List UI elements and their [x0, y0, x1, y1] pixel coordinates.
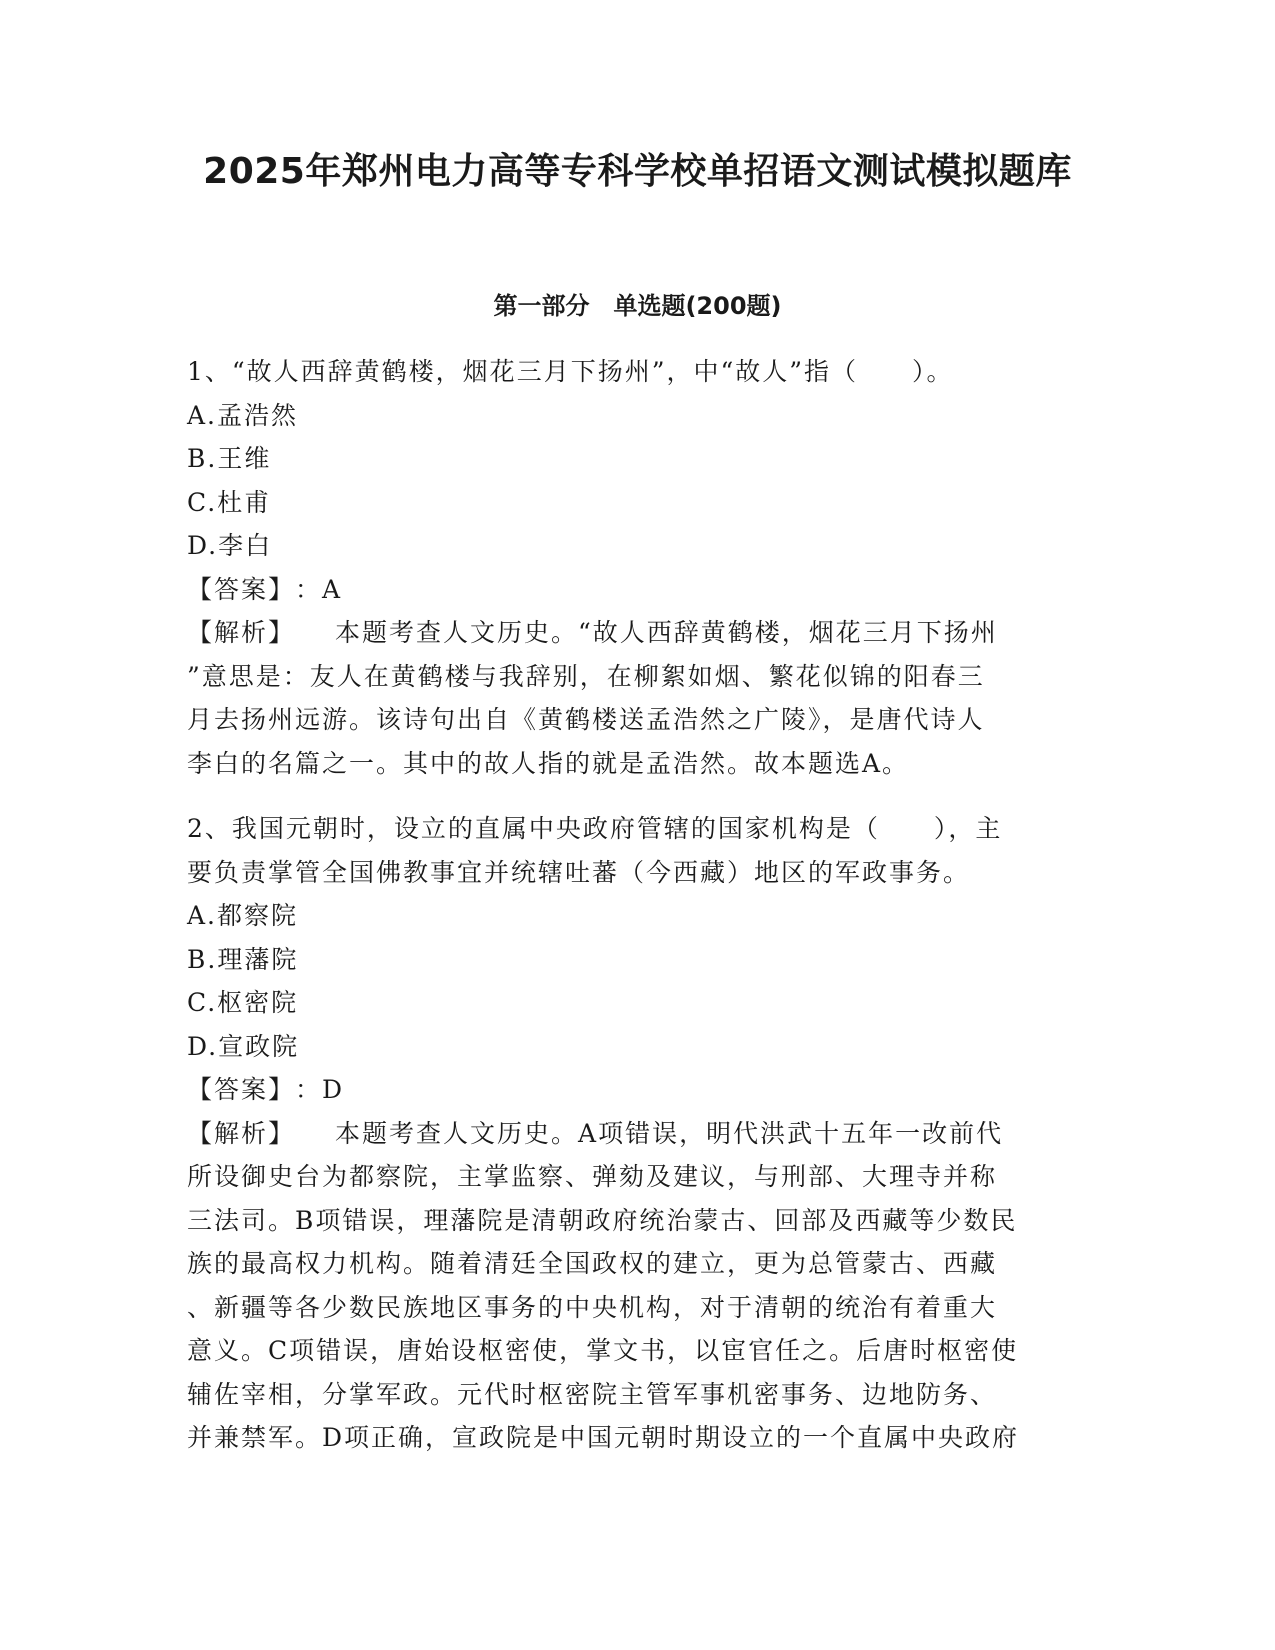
analysis-text: 并兼禁军。D项正确，宣政院是中国元朝时期设立的一个直属中央政府	[187, 1423, 1020, 1452]
question-stem-line: 要负责掌管全国佛教事宜并统辖吐蕃（今西藏）地区的军政事务。	[187, 857, 971, 887]
option-d: D.李白	[187, 531, 273, 560]
option-a: A.孟浩然	[187, 400, 299, 430]
answer-value: ：D	[295, 1075, 345, 1104]
answer-label: 【答案】	[187, 574, 296, 604]
analysis-label: 【解析】	[187, 618, 296, 647]
analysis-label: 【解析】	[187, 1118, 296, 1148]
document-title: 2025年郑州电力高等专科学校单招语文测试模拟题库	[203, 151, 1072, 192]
option-d: D.宣政院	[187, 1031, 300, 1061]
analysis-text: 月去扬州远游。该诗句出自《黄鹤楼送孟浩然之广陵》，是唐代诗人	[187, 705, 985, 734]
analysis-text: 本题考查人文历史。“故人西辞黄鹤楼，烟花三月下扬州	[335, 618, 998, 647]
answer-label: 【答案】	[187, 1075, 296, 1104]
question-1	[187, 350, 1087, 785]
option-b: B.王维	[187, 444, 272, 473]
answer-line	[187, 568, 1087, 612]
analysis-text: ”意思是：友人在黄鹤楼与我辞别，在柳絮如烟、繁花似锦的阳春三	[187, 661, 985, 691]
analysis-text: 辅佐宰相，分掌军政。元代时枢密院主管军事机密事务、边地防务、	[187, 1379, 998, 1409]
question-stem-line: 1、“故人西辞黄鹤楼，烟花三月下扬州”，中“故人”指（ ）。	[187, 357, 954, 386]
question-stem-line: 2、我国元朝时，设立的直属中央政府管辖的国家机构是（ ），主	[187, 814, 1003, 843]
option-c: C.杜甫	[187, 487, 272, 517]
analysis-line	[187, 1112, 1087, 1156]
analysis-text: 所设御史台为都察院，主掌监察、弹劾及建议，与刑部、大理寺并称	[187, 1162, 998, 1191]
option-b: B.理藩院	[187, 944, 299, 974]
analysis-line	[187, 611, 1087, 655]
question-list	[187, 350, 1087, 1482]
option-c: C.枢密院	[187, 988, 299, 1017]
analysis-text: 三法司。B项错误，理藩院是清朝政府统治蒙古、回部及西藏等少数民	[187, 1205, 1018, 1235]
answer-line	[187, 1068, 1087, 1112]
analysis-text: 本题考查人文历史。A项错误，明代洪武十五年一改前代	[335, 1118, 1004, 1148]
analysis-text: 李白的名篇之一。其中的故人指的就是孟浩然。故本题选A。	[187, 748, 910, 778]
section-title: 第一部分 单选题(200题)	[493, 292, 782, 320]
question-2	[187, 807, 1087, 1460]
option-a: A.都察院	[187, 901, 299, 930]
analysis-text: 、新疆等各少数民族地区事务的中央机构，对于清朝的统治有着重大	[187, 1292, 998, 1322]
analysis-text: 意义。C项错误，唐始设枢密使，掌文书，以宦官任之。后唐时枢密使	[187, 1336, 1019, 1365]
answer-value: ：A	[295, 574, 343, 604]
analysis-text: 族的最高权力机构。随着清廷全国政权的建立，更为总管蒙古、西藏	[187, 1249, 998, 1278]
